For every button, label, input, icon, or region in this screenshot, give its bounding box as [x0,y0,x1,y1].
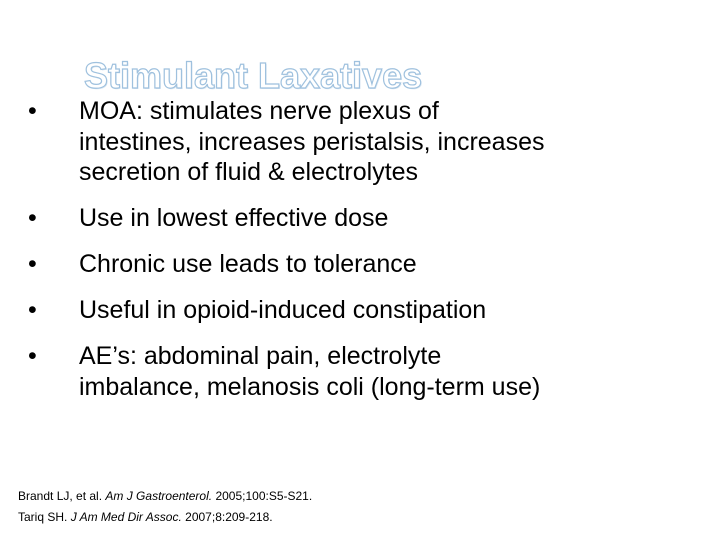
bullet-list [28,96,698,418]
bullet-text-line: AE’s: abdominal pain, electrolyte [79,342,442,370]
reference-journal: Am J Gastroenterol. [105,489,213,503]
reference-brandt [18,486,538,507]
bullet-icon: • [28,250,37,278]
reference-prefix: Brandt LJ, et al. [18,489,106,503]
reference-suffix: 2007;8:209-218. [181,510,273,524]
references [18,486,538,528]
reference-tariq [18,507,538,528]
bullet-icon: • [28,296,37,324]
bullet-text-moa [79,96,698,188]
reference-journal: J Am Med Dir Assoc. [70,510,182,524]
bullet-text-line: intestines, increases peristalsis, increases [79,127,545,156]
bullet-icon: • [28,342,37,370]
bullet-text-line: secretion of fluid & electrolytes [79,158,419,186]
bullet-icon: • [28,204,37,232]
bullet-item-opioid-constipation [28,295,698,326]
bullet-text-opioid-constipation: Useful in opioid-induced constipation [79,296,487,324]
bullet-text-line: imbalance, melanosis coli (long-term use) [79,372,541,401]
bullet-text-tolerance: Chronic use leads to tolerance [79,250,417,278]
reference-prefix: Tariq SH. [18,510,71,524]
bullet-item-tolerance [28,249,698,280]
bullet-text-dose: Use in lowest effective dose [79,204,389,232]
slide-title: Stimulant Laxatives [84,55,423,96]
bullet-item-dose [28,203,698,234]
reference-suffix: 2005;100:S5-S21. [212,489,313,503]
bullet-item-moa [28,96,698,188]
bullet-text-line: MOA: stimulates nerve plexus of [79,97,439,125]
bullet-text-adverse-effects [79,341,698,402]
bullet-icon: • [28,97,37,125]
bullet-item-adverse-effects [28,341,698,402]
